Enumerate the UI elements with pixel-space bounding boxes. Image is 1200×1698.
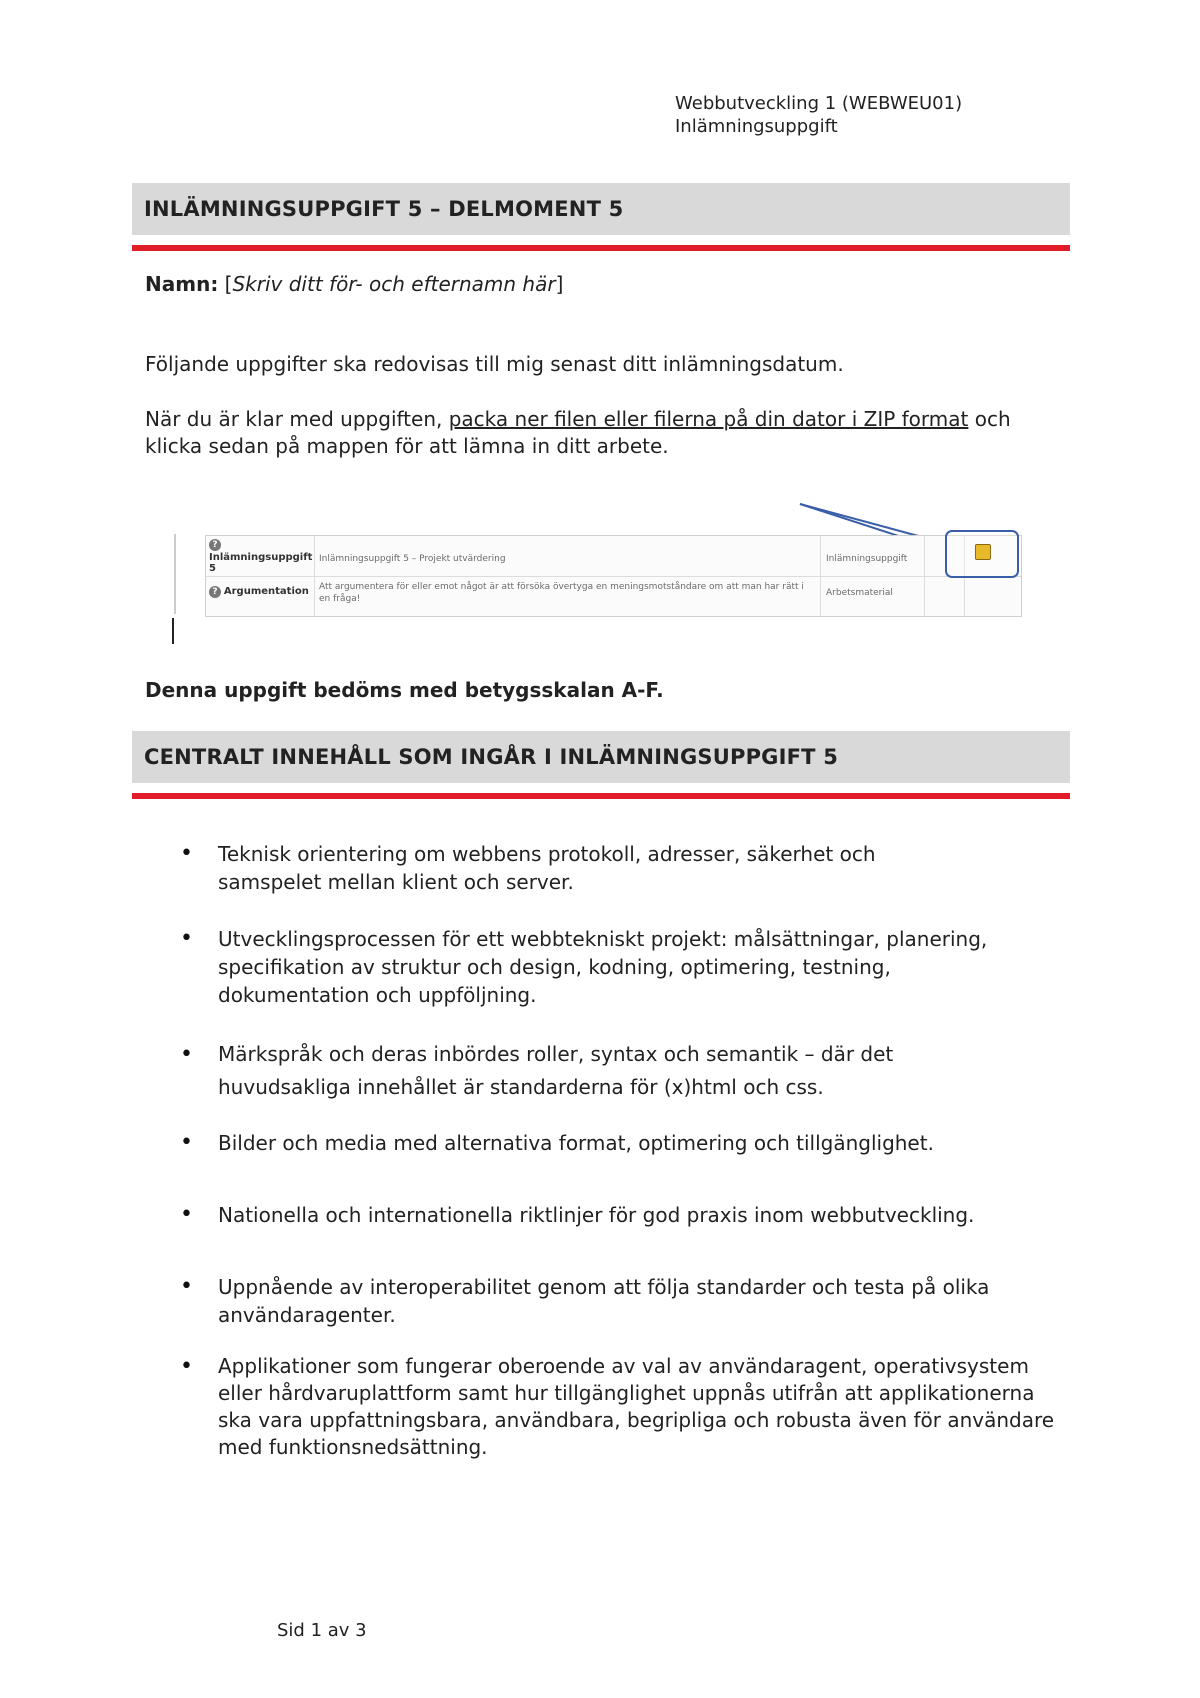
list-item: • Utvecklingsprocessen för ett webbtekniskt projekt: målsättningar, planering, specifikation av struktur och design, kodning, optimering, testning, dokumentation och uppföljning. — [175, 925, 1038, 1009]
instructions-text — [145, 406, 1025, 460]
screenshot-cell-empty — [926, 576, 965, 616]
grading-text: Denna uppgift bedöms med betygsskalan A-F. — [145, 678, 664, 702]
name-line — [145, 272, 563, 296]
submission-screenshot — [170, 500, 1030, 650]
intro-text: Följande uppgifter ska redovisas till mig senast ditt inlämningsdatum. — [145, 352, 844, 376]
screenshot-row — [206, 536, 1021, 577]
screenshot-row — [206, 576, 1021, 616]
instructions-after: och klicka sedan på mappen för att lämna in ditt arbete. — [145, 407, 1011, 458]
screenshot-row-type: Arbetsmaterial — [822, 576, 925, 616]
submit-folder-icon[interactable] — [975, 544, 991, 560]
red-divider — [132, 793, 1070, 799]
page-number: Sid 1 av 3 — [277, 1620, 367, 1641]
text-cursor — [172, 618, 174, 644]
list-item: • Applikationer som fungerar oberoende av val av användaragent, operativsystem eller hårdvaruplattform samt hur tillgänglighet uppnås utifrån att applikationerna ska vara uppfattningsbara, användbara, begripliga och robusta även för användare med funktionsnedsättning. — [175, 1353, 1058, 1461]
help-icon: ? — [209, 586, 221, 598]
list-item: • Uppnående av interoperabilitet genom att följa standarder och testa på olika användaragenter. — [175, 1273, 1038, 1329]
name-placeholder[interactable]: Skriv ditt för- och efternamn här — [232, 272, 556, 296]
bracket-close: ] — [555, 272, 564, 296]
list-item: • Teknisk orientering om webbens protokoll, adresser, säkerhet och samspelet mellan klient och server. — [175, 840, 958, 896]
instructions-underlined: packa ner filen eller filerna på din dator i ZIP format — [448, 407, 969, 431]
course-title: Webbutveckling 1 (WEBWEU01) — [675, 93, 963, 114]
callout-highlight — [945, 530, 1019, 578]
instructions-before: När du är klar med uppgiften, — [145, 407, 449, 431]
section-heading-central-content: CENTRALT INNEHÅLL SOM INGÅR I INLÄMNINGSUPPGIFT 5 — [132, 731, 1070, 783]
screenshot-cell-title — [206, 536, 315, 576]
screenshot-edge — [174, 534, 176, 614]
red-divider — [132, 245, 1070, 251]
list-item: • Märkspråk och deras inbördes roller, syntax och semantik – där det huvudsakliga innehållet är standarderna för (x)html och css. — [175, 1038, 1018, 1104]
name-label: Namn: — [145, 272, 219, 296]
screenshot-cell-empty — [965, 576, 1005, 616]
page-header — [675, 92, 962, 138]
screenshot-row-title[interactable]: Argumentation — [223, 586, 309, 597]
screenshot-row-description: Att argumentera för eller emot något är att försöka övertyga en meningsmotståndare om att man har rätt i en fråga! — [315, 576, 821, 616]
screenshot-row-title[interactable]: Inlämningsuppgift 5 — [209, 552, 313, 574]
bracket-open: [ — [224, 272, 233, 296]
help-icon: ? — [209, 539, 221, 551]
screenshot-cell-title — [206, 576, 315, 616]
list-item: • Bilder och media med alternativa format, optimering och tillgänglighet. — [175, 1129, 1098, 1157]
document-type: Inlämningsuppgift — [675, 116, 838, 137]
list-item: • Nationella och internationella riktlinjer för god praxis inom webbutveckling. — [175, 1201, 1118, 1229]
screenshot-row-type: Inlämningsuppgift — [822, 536, 925, 576]
screenshot-table — [205, 535, 1022, 617]
section-heading-assignment: INLÄMNINGSUPPGIFT 5 – DELMOMENT 5 — [132, 183, 1070, 235]
screenshot-row-description: Inlämningsuppgift 5 – Projekt utvärdering — [315, 536, 821, 576]
